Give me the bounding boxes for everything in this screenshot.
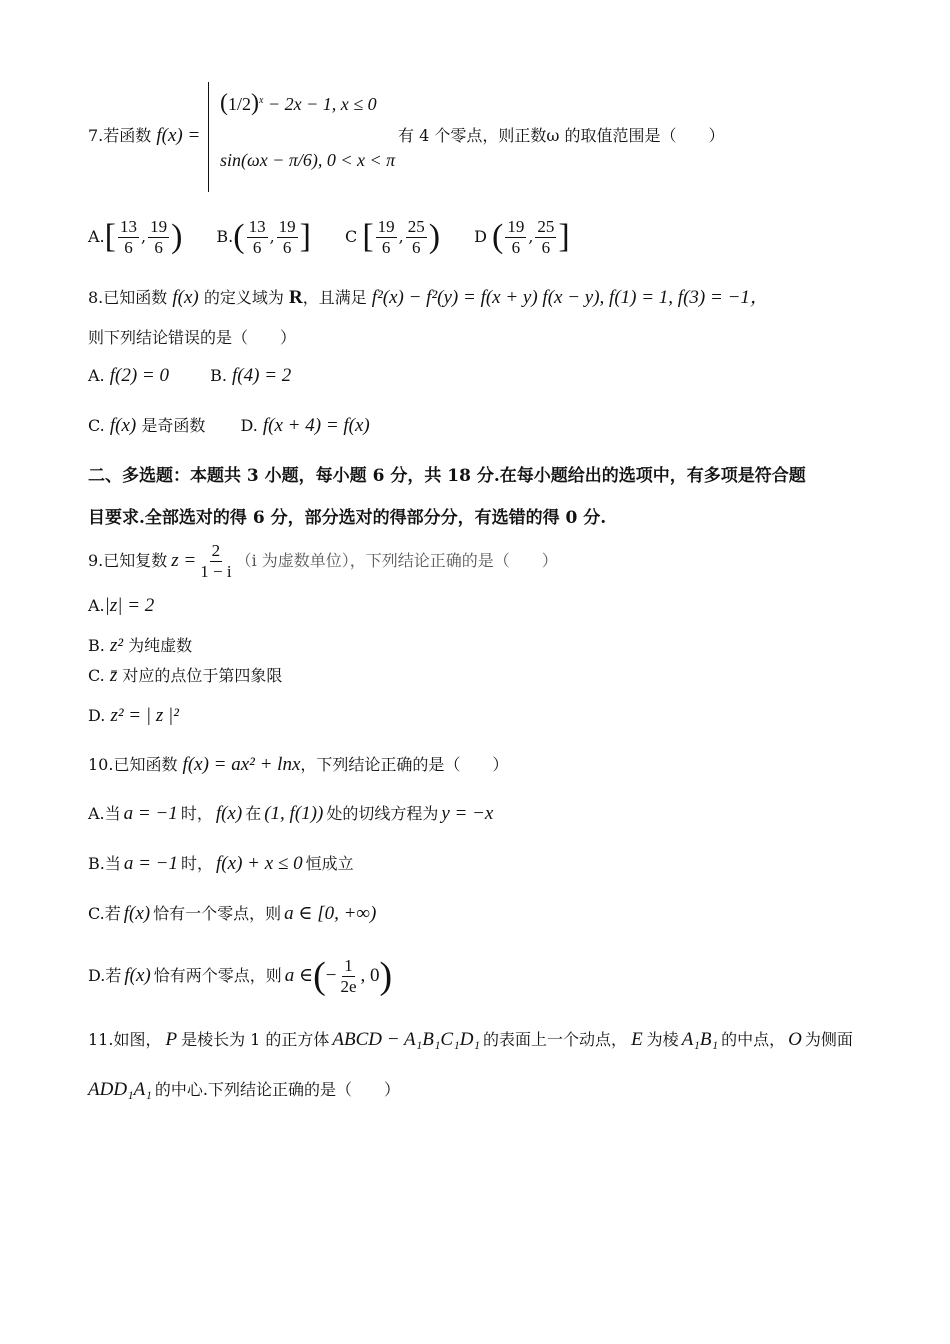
q7-option-b[interactable]: B.( $\frac{13}{6}$ , $\frac{19}{6}$ ] [216,216,311,257]
q10-c-t2: 恰有一个零点，则 [153,904,282,923]
q8-option-c-label: C. [88,416,105,435]
q9-option-b[interactable] [88,634,192,658]
q9-option-b-text: 为纯虚数 [128,636,193,655]
q8-option-d-label: D. [240,416,258,435]
q10-b-t2: 时， [181,854,214,873]
q11-stem-line2 [88,1078,400,1102]
q11-t7: 的中心.下列结论正确的是（ ） [154,1080,400,1099]
q9-prefix: 9.已知复数 [88,551,168,570]
q7-option-b-open: ( [233,218,245,255]
q11-edge: A₁B₁ [681,1029,719,1050]
q7-option-c-label: C [344,226,358,246]
section2-text2: 目要求.全部选对的得 6 分，部分选对的得部分分，有选错的得 0 分. [88,508,607,528]
q10-a-e2: f(x) [215,803,243,824]
q11-t4: 为棱 [646,1030,679,1049]
frac-num: 19 [377,216,395,236]
q10-d-close-paren: ) [379,955,393,997]
q7-option-a-label: A. [88,226,105,246]
q9-option-d-expr: z² = | z |² [110,705,179,726]
q8-stem-line1 [88,286,769,310]
q7-option-c-frac1 [376,217,397,258]
frac-den: 6 [381,237,391,257]
frac-num: 19 [278,216,296,236]
q7-piece2-text: sin(ωx − π/6), 0 < x < π [220,150,396,170]
q7-option-a-frac2 [148,217,169,258]
q7-option-b-frac2 [277,217,298,258]
q10-b-t3: 恒成立 [305,854,354,873]
q11-cube: ABCD − A₁B₁C₁D₁ [332,1029,481,1050]
q7-option-b-close: ] [299,218,311,255]
q10-a-t1: A.当 [88,804,121,823]
q7-option-d[interactable]: D ( $\frac{19}{6}$ , $\frac{25}{6}$ ] [474,216,570,257]
q8-prefix: 8.已知函数 [88,288,168,307]
q9-option-a-label: A. [88,596,105,615]
q10-d-t2: 恰有两个零点，则 [153,966,282,985]
frac-den: 6 [412,237,421,257]
q7-stem [88,124,200,148]
q9-option-a[interactable] [88,594,154,618]
q7-suffix: 有 4 个零点，则正数ω 的取值范围是（ ） [398,126,725,145]
q10-b-e2: f(x) + x ≤ 0 [216,853,303,874]
q10-option-b[interactable] [88,852,354,876]
q8-option-a-expr: f(2) = 0 [109,365,169,386]
frac-den: 1 − i [200,561,232,581]
q11-stem-line1 [88,1028,853,1052]
q11-face: ADD₁A₁ [88,1079,152,1100]
q7-option-a-open: [ [104,218,116,255]
q10-c-t1: C.若 [88,904,121,923]
q7-option-d-frac2 [535,217,556,258]
q7-option-d-close: ] [558,218,570,255]
q11-t3: 的表面上一个动点， [483,1030,628,1049]
frac-num: 19 [507,216,525,236]
q9-z-eq: z = [171,550,197,571]
q7-option-a[interactable]: A.[ $\frac{13}{6}$ , $\frac{19}{6}$ ) [88,216,183,257]
q10-prefix: 10.已知函数 [88,755,178,774]
q8-domain-text: 的定义域为 [203,288,284,307]
q10-a-e1: a = −1 [123,803,178,824]
q8-option-a-label: A. [88,366,105,385]
q10-c-e1: f(x) [123,903,151,924]
frac-den: 2e [340,976,357,996]
q10-d-e2: a ∈ [284,965,314,986]
frac-num: 19 [150,216,168,236]
q7-piece-2 [220,150,395,171]
q8-option-d[interactable] [240,416,369,435]
q11-point-O: O [788,1029,802,1050]
q7-option-a-close: ) [171,218,183,255]
q9-option-c[interactable] [88,664,282,688]
q10-stem [88,753,508,777]
q7-option-d-frac1 [505,217,526,258]
q9-suffix: （i 为虚数单位），下列结论正确的是（ ） [235,551,558,570]
q10-a-e4: y = −x [441,803,494,824]
q10-b-t1: B.当 [88,854,121,873]
q9-option-d[interactable] [88,704,179,728]
q10-d-open-paren: ( [313,955,326,997]
frac-num: 25 [537,216,555,236]
q8-domain-R: R [288,287,303,308]
frac-num: 13 [248,216,266,236]
q8-condition: f²(x) − f²(y) = f(x + y) f(x − y), f(1) = 1, f(3) = −1， [371,287,769,308]
q10-a-e3: (1, f(1)) [264,803,324,824]
q8-option-b-expr: f(4) = 2 [232,365,292,386]
q8-question: 则下列结论错误的是（ ） [88,328,297,347]
frac-den: 6 [511,237,521,257]
q8-option-a[interactable] [88,366,169,385]
frac-num: 1 [344,955,353,975]
q8-satisfy-text: ，且满足 [302,288,367,307]
q7-option-c-open: [ [362,218,374,255]
q8-stem-line2 [88,326,296,350]
q7-option-b-label: B. [216,226,234,246]
q7-option-d-label: D [474,226,487,246]
q9-option-c-expr: z̄ [109,665,118,686]
q7-prefix: 7.若函数 [88,126,152,145]
q10-a-t3: 在 [245,804,262,823]
q10-d-tail: , 0 [360,965,380,986]
q9-stem [88,536,558,586]
q11-point-E: E [631,1029,643,1050]
q7-piece1-base: 1/2 [228,94,252,114]
section2-heading-line1 [88,464,806,488]
q10-c-e2: a ∈ [0, +∞) [284,903,377,924]
q9-option-b-label: B. [88,636,105,655]
q11-t6: 为侧面 [804,1030,853,1049]
q10-b-e1: a = −1 [123,853,179,874]
frac-den: 6 [541,237,551,257]
q9-fraction [198,541,233,582]
q10-option-a[interactable] [88,802,493,826]
q7-suffix-line [398,124,725,148]
frac-den: 6 [154,237,163,257]
q10-d-e1: f(x) [124,965,151,986]
q8-option-b[interactable] [210,366,291,385]
q10-function: f(x) = ax² + lnx [182,754,301,775]
frac-num: 13 [119,216,137,236]
q11-t5: 的中点， [721,1030,786,1049]
q7-piecewise-brace [208,82,219,192]
q8-option-d-expr: f(x + 4) = f(x) [262,415,370,436]
q9-option-a-expr: |z| = 2 [104,595,155,616]
q8-option-c-text: 是奇函数 [141,416,206,435]
frac-num: 25 [407,216,425,236]
q11-t1: 11.如图， [88,1030,162,1049]
q7-options [88,212,570,262]
q9-option-c-text: 对应的点位于第四象限 [122,666,283,685]
q8-options-cd [88,414,370,438]
q10-option-c[interactable] [88,902,376,926]
q10-suffix: ，下列结论正确的是（ ） [300,755,509,774]
q7-option-c[interactable]: C [ $\frac{19}{6}$ , $\frac{25}{6}$ ) [344,216,441,257]
q8-options-ab [88,364,291,388]
q7-piece-1: $(1/2)^x - 2x - 1$, x ≤ 0 [220,90,377,116]
q9-option-b-expr: z² [109,635,124,656]
section2-heading-line2 [88,506,606,530]
q9-option-c-label: C. [88,666,105,685]
frac-num: 2 [211,540,221,560]
q7-option-c-close: ) [428,218,441,255]
q10-d-fraction [338,956,358,997]
q8-option-b-label: B. [210,366,227,385]
q7-option-a-frac1 [118,217,139,258]
q7-option-d-open: ( [492,218,504,255]
q10-d-t1: D.若 [88,966,122,985]
q8-option-c-expr: f(x) [109,415,137,436]
q10-a-t4: 处的切线方程为 [326,804,439,823]
q8-function: f(x) [172,287,199,308]
q7-function-name: f(x) = [156,125,201,146]
q7-option-c-frac2 [406,217,427,258]
q9-option-d-label: D. [88,706,106,725]
frac-den: 6 [124,237,133,257]
q7-option-b-frac1 [247,217,268,258]
q11-t2: 是棱长为 1 的正方体 [181,1030,330,1049]
q8-option-c[interactable] [88,416,205,435]
q10-option-d[interactable]: D.若 f(x) 恰有两个零点，则 a ∈ ( − $\frac{1}{2e}$ , 0 ) [88,955,393,997]
q10-a-t2: 时， [180,804,213,823]
q11-point-P: P [165,1029,178,1050]
q7-piece1-rest: − 2x − 1, x ≤ 0 [267,94,377,114]
section2-text1: 二、多选题：本题共 3 小题，每小题 6 分，共 18 分.在每小题给出的选项中，有多项是符合题 [88,466,806,486]
frac-den: 6 [282,237,292,257]
frac-den: 6 [252,237,262,257]
